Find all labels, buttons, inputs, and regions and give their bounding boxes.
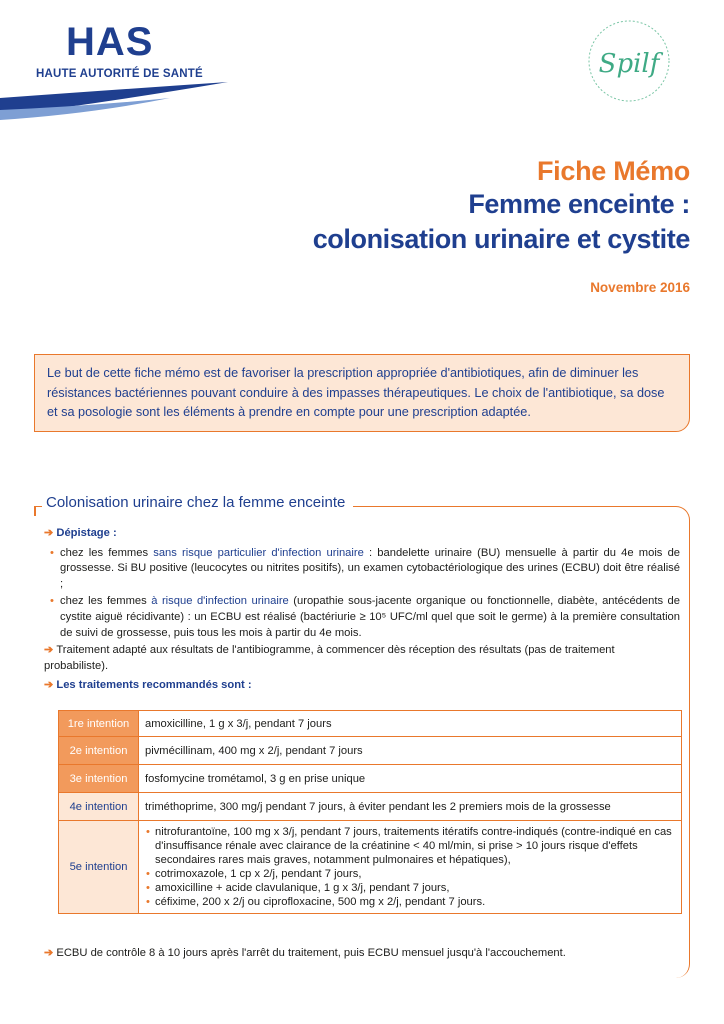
recommandes-heading <box>44 678 680 694</box>
treatment-cell: fosfomycine trométamol, 3 g en prise unique <box>139 765 682 793</box>
b1-post: : bandelette urinaire (BU) mensuelle à partir du 4e mois de grossesse. Si BU positive (leucocytes ou nitrites positifs), un examen cytobactériologique des urines (ECBU) doit être réalisé ; <box>60 546 681 590</box>
recommandes-label: Les traitements recommandés sont : <box>56 679 252 692</box>
spilf-logo-icon <box>586 18 672 104</box>
has-logo <box>0 0 240 120</box>
ecbu-controle-paragraph <box>44 946 566 959</box>
has-logo-subtitle: HAUTE AUTORITÉ DE SANTÉ <box>36 68 203 80</box>
table-row <box>59 737 682 765</box>
b1-highlight: sans risque particulier d'infection urinaire <box>153 546 364 559</box>
b2-post: (uropathie sous-jacente organique ou fonctionnelle, diabète, antécédents de cystite aiguë récidivante) : un ECBU est réalisé (bactériurie ≥ 10⁵ UFC/ml quel que soit le germe) à la première consultation de suivi de grossesse, puis tous les mois à partir du 4e mois. <box>60 595 680 639</box>
arrow-icon: ➔ <box>44 527 54 539</box>
b2-highlight: à risque d'infection urinaire <box>151 595 289 608</box>
treatment-cell: amoxicilline, 1 g x 3/j, pendant 7 jours <box>139 711 682 737</box>
traitement-text: Traitement adapté aux résultats de l'antibiogramme, à commencer dès réception des résultats (pas de traitement probabiliste). <box>44 644 615 672</box>
traitement-paragraph <box>44 643 680 674</box>
has-logo-text: HAS <box>66 20 154 64</box>
intention-cell: 1re intention <box>59 711 139 737</box>
arrow-icon: ➔ <box>44 679 54 692</box>
depistage-label: Dépistage : <box>56 527 117 539</box>
b1-pre: chez les femmes <box>60 546 154 559</box>
spilf-logo-text: Spilf <box>598 49 660 79</box>
arrow-icon: ➔ <box>44 947 54 959</box>
title-line-2: colonisation urinaire et cystite <box>312 224 690 254</box>
has-swoosh-icon <box>0 80 230 120</box>
treatment-option: • cotrimoxazole, 1 cp x 2/j, pendant 7 jours, <box>145 867 675 881</box>
title-line-1: Femme enceinte : <box>468 189 690 219</box>
fiche-memo-title: Fiche Mémo <box>536 156 690 186</box>
spilf-logo <box>586 18 672 104</box>
arrow-icon: ➔ <box>44 644 54 657</box>
treatment-option: • amoxicilline + acide clavulanique, 1 g x 3/j, pendant 7 jours, <box>145 881 675 895</box>
section-frame-tick <box>34 506 36 516</box>
table-row <box>59 821 682 914</box>
ecbu-controle-text: ECBU de contrôle 8 à 10 jours après l'arrêt du traitement, puis ECBU mensuel jusqu'à l'accouchement. <box>56 947 566 959</box>
treatment-table <box>58 710 682 914</box>
treatment-cell: pivmécillinam, 400 mg x 2/j, pendant 7 jours <box>139 737 682 765</box>
intro-box: Le but de cette fiche mémo est de favoriser la prescription appropriée d'antibiotiques, afin de diminuer les résistances bactériennes pouvant conduire à des impasses thérapeutiques. Le choix de l'antibiotique, sa dose et sa posologie sont les éléments à prendre en compte pour une prescription adaptée. <box>34 354 690 432</box>
publication-date: Novembre 2016 <box>590 280 690 295</box>
section-title: Colonisation urinaire chez la femme enceinte <box>42 494 353 511</box>
section-content <box>44 526 680 698</box>
title-block <box>313 156 690 257</box>
treatment-option: • nitrofurantoïne, 100 mg x 3/j, pendant 7 jours, traitements itératifs contre-indiqués (contre-indiqué en cas d'insuffisance rénale avec clairance de la créatinine < 40 ml/min, si prise > 10 jours risque d'effets secondaires rares mais graves, notamment pulmonaires et hépatiques), <box>145 825 675 867</box>
table-row <box>59 793 682 821</box>
bullet-sans-risque <box>44 546 680 593</box>
bullet-a-risque <box>44 594 680 641</box>
intention-cell: 3e intention <box>59 765 139 793</box>
treatment-option: • céfixime, 200 x 2/j ou ciprofloxacine, 500 mg x 2/j, pendant 7 jours. <box>145 895 675 909</box>
depistage-heading <box>44 526 680 542</box>
intention-cell: 2e intention <box>59 737 139 765</box>
table-row <box>59 711 682 737</box>
treatment-cell: triméthoprime, 300 mg/j pendant 7 jours, à éviter pendant les 2 premiers mois de la grossesse <box>139 793 682 821</box>
table-row <box>59 765 682 793</box>
intention-cell: 5e intention <box>59 821 139 914</box>
intention-cell: 4e intention <box>59 793 139 821</box>
b2-pre: chez les femmes <box>60 595 152 608</box>
treatment-cell <box>139 821 682 914</box>
